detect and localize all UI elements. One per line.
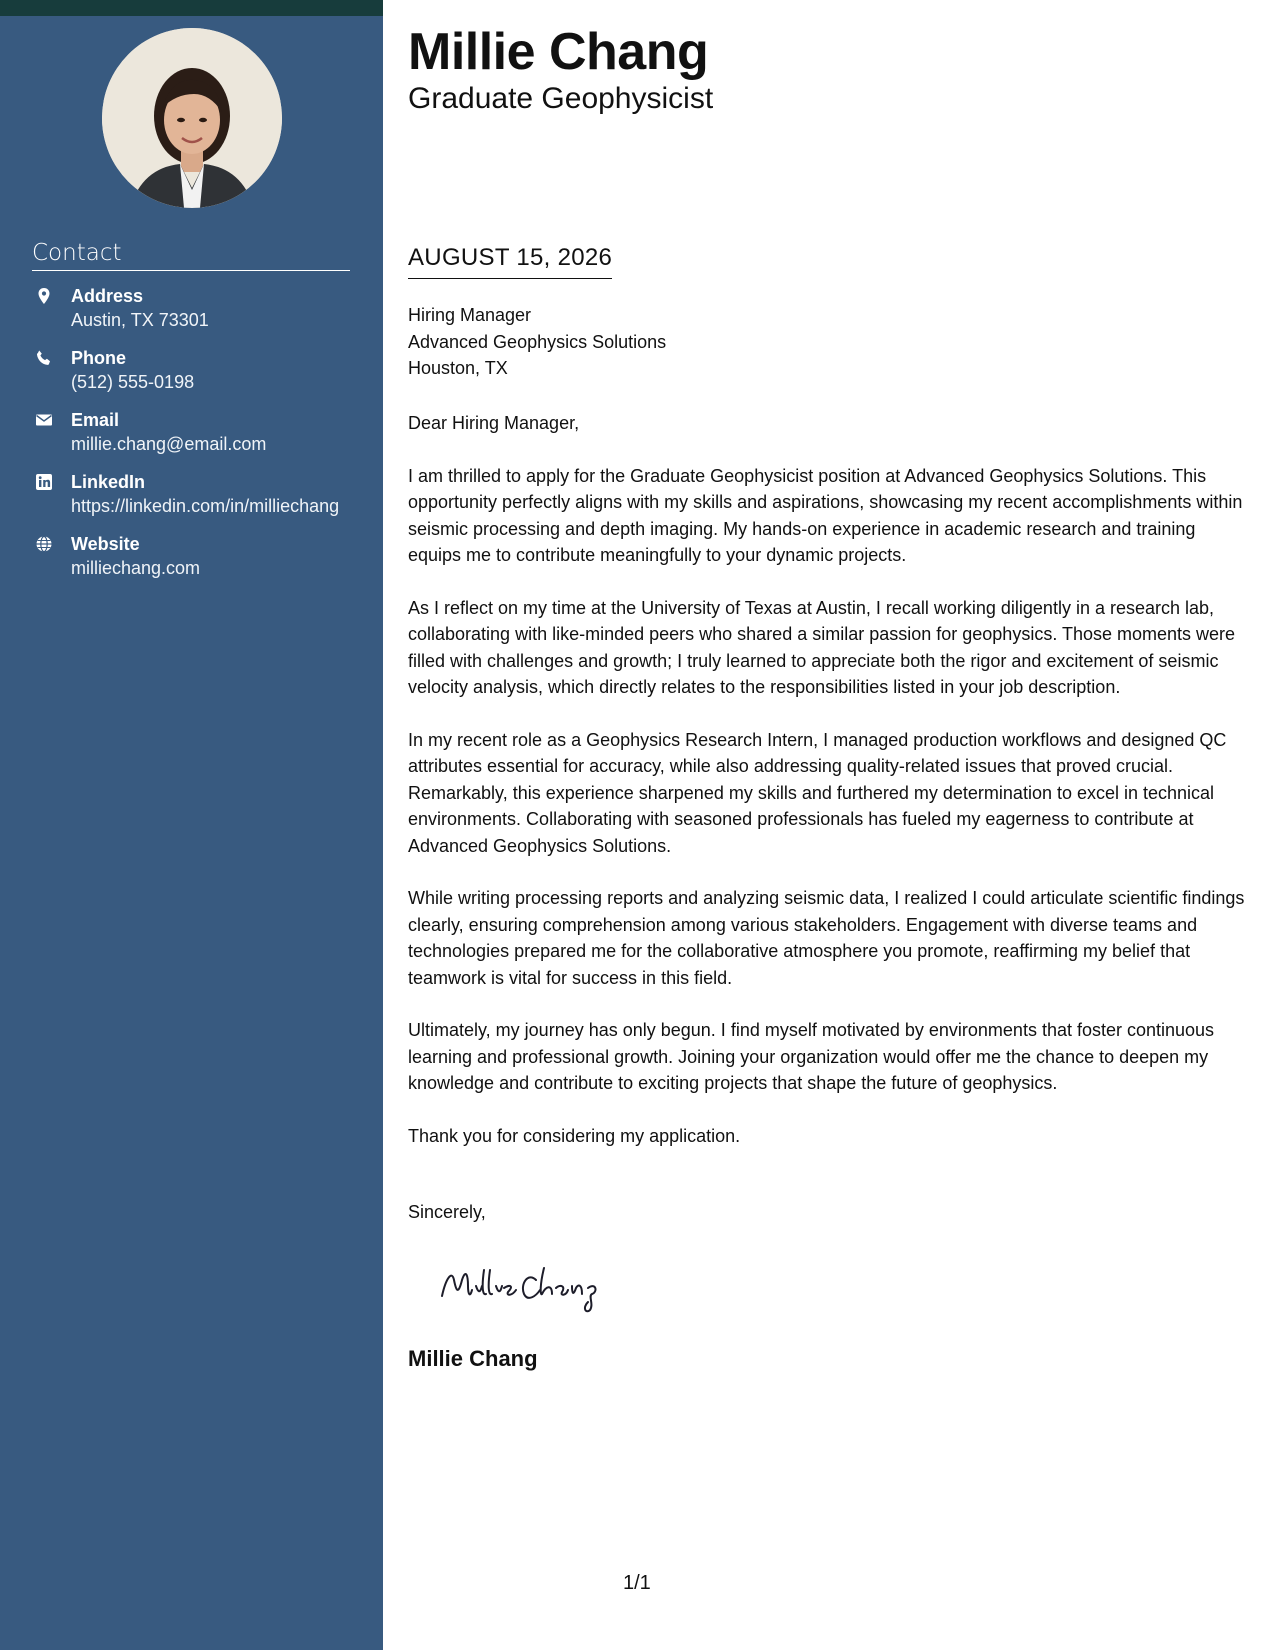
linkedin-value[interactable]: https://linkedin.com/in/milliechang — [71, 496, 340, 516]
letter-paragraph: I am thrilled to apply for the Graduate Geophysicist position at Advanced Geophysics Solutions. This opportunity perfectly aligns with my skills and aspirations, showcasing my recent accomplishments within seismic processing and depth imaging. My hands-on experience in academic research and training equips me to contribute meaningfully to your dynamic projects. — [408, 465, 1243, 565]
contact-list — [32, 284, 352, 594]
sidebar-top-bar — [0, 0, 383, 16]
envelope-icon — [35, 411, 53, 429]
page-number: 1/1 — [623, 1572, 651, 1594]
contact-label: Email — [71, 410, 120, 430]
contact-item-address — [32, 284, 352, 332]
applicant-title: Graduate Geophysicist — [408, 82, 714, 115]
address-value: Austin, TX 73301 — [71, 310, 209, 330]
email-value[interactable]: millie.chang@email.com — [71, 434, 267, 454]
recipient-line: Hiring Manager — [408, 305, 532, 325]
letter-paragraph: As I reflect on my time at the University of Texas at Austin, I recall working diligently in a research lab, collaborating with like-minded peers who shared a similar passion for geophysics. Those moments were filled with challenges and growth; I truly learned to appreciate both the rigor and excitement of seismic velocity analysis, which directly relates to the responsibilities listed in your job description. — [408, 597, 1236, 697]
recipient-line: Advanced Geophysics Solutions — [408, 331, 667, 352]
phone-icon — [35, 349, 53, 367]
salutation: Dear Hiring Manager, — [408, 413, 580, 433]
contact-item-website — [32, 532, 352, 580]
recipient-block — [408, 302, 666, 382]
contact-item-email — [32, 408, 352, 456]
letter-paragraph: While writing processing reports and analyzing seismic data, I realized I could articulate scientific findings clearly, ensuring comprehension among various stakeholders. Engagement with diverse teams and technologies prepared me for the collaborative atmosphere you promote, reaffirming my belief that teamwork is vital for success in this field. — [408, 888, 1245, 988]
letter-body — [408, 410, 1253, 1175]
globe-icon — [35, 535, 53, 553]
letter-paragraph: Thank you for considering my application. — [408, 1125, 741, 1146]
sidebar — [0, 0, 383, 1650]
contact-item-linkedin — [32, 470, 352, 518]
linkedin-icon — [35, 473, 53, 491]
letter-paragraph: Ultimately, my journey has only begun. I find myself motivated by environments that foster continuous learning and professional growth. Joining your organization would offer me the chance to deepen my knowledge and contribute to exciting projects that shape the future of geophysics. — [408, 1020, 1215, 1093]
contact-label: LinkedIn — [71, 472, 146, 492]
location-pin-icon — [35, 287, 53, 305]
contact-label: Phone — [71, 348, 127, 368]
profile-photo — [102, 28, 282, 208]
contact-heading: Contact — [32, 240, 350, 271]
recipient-line: Houston, TX — [408, 358, 508, 378]
contact-label: Address — [71, 286, 144, 306]
applicant-name: Millie Chang — [408, 23, 709, 81]
signed-name: Millie Chang — [408, 1346, 538, 1371]
handwritten-signature — [436, 1256, 656, 1316]
contact-label: Website — [71, 534, 140, 554]
website-value[interactable]: milliechang.com — [71, 558, 201, 578]
letter-date: AUGUST 15, 2026 — [408, 244, 612, 279]
closing: Sincerely, — [408, 1202, 486, 1222]
phone-value[interactable]: (512) 555-0198 — [71, 372, 195, 392]
contact-item-phone — [32, 346, 352, 394]
letter-paragraph: In my recent role as a Geophysics Research Intern, I managed production workflows and designed QC attributes essential for accuracy, while also addressing quality-related issues that proved crucial. Remarkably, this experience sharpened my skills and furthered my determination to excel in technical environments. Collaborating with seasoned professionals has fueled my eagerness to contribute at Advanced Geophysics Solutions. — [408, 729, 1227, 856]
